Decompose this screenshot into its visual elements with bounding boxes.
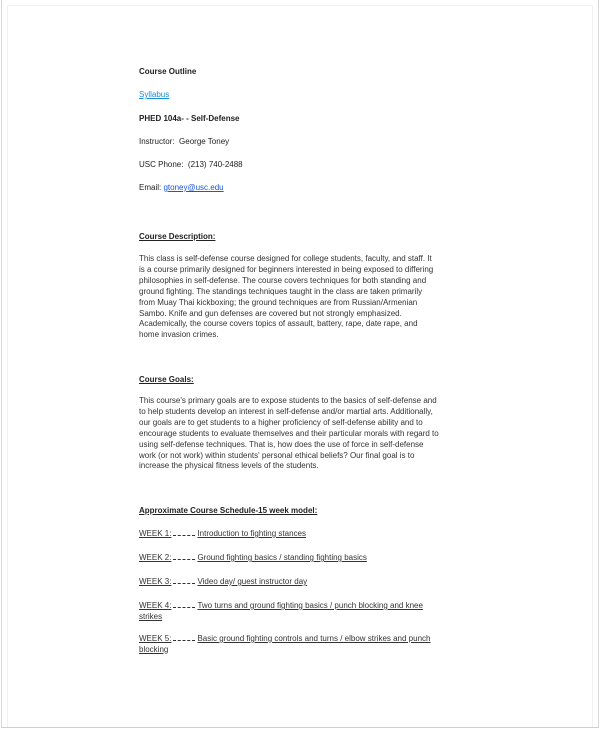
document-title: Course Outline xyxy=(139,67,197,76)
page-margin-right xyxy=(592,5,593,727)
week-topic: Two turns and ground fighting basics / punch blocking and knee xyxy=(197,601,423,610)
description-line: ground fighting. The standings techniques taught in the class are taken primarily xyxy=(139,286,423,296)
goals-line: This course's primary goals are to expose students to the basics of self-defense and xyxy=(139,396,437,405)
instructor-label: Instructor: xyxy=(139,137,175,146)
description-line: Academically, the course covers topics of assault, battery, rape, date rape, and xyxy=(139,319,418,329)
phone-label: USC Phone: xyxy=(139,160,184,169)
goals-line: our goals are to get students to a higher proficiency of self-defense ability and to xyxy=(139,417,423,427)
schedule-week-2 xyxy=(139,552,489,564)
goals-paragraph xyxy=(139,396,487,472)
week-label: WEEK 3: xyxy=(139,577,172,586)
page-margin-left xyxy=(7,5,8,727)
goals-line: to help students develop an interest in self-defense and/or martial arts. Additionally, xyxy=(139,406,433,416)
schedule-week-4 xyxy=(139,600,489,622)
schedule-week-3 xyxy=(139,576,489,588)
goals-line: work (or not work) within students' personal ethical beliefs? Our final goal is to xyxy=(139,450,415,460)
description-line: Sambo. Knife and gun defenses are covered but not strongly emphasized. xyxy=(139,308,402,318)
week-topic: Ground fighting basics / standing fighting basics xyxy=(197,553,367,562)
description-line: from Muay Thai kickboxing; the ground techniques are from Russian/Armenian xyxy=(139,297,418,307)
syllabus-link[interactable]: Syllabus xyxy=(139,90,170,99)
week-topic-continued: strikes xyxy=(139,611,163,621)
phone-line xyxy=(139,159,243,170)
description-line: is a course primarily designed for beginners interested in being exposed to differing xyxy=(139,264,434,274)
week-topic: Video day/ guest instructor day xyxy=(197,577,308,586)
description-line: philosophies in self-defense. The course covers techniques for both standing and xyxy=(139,275,427,285)
week-topic: Basic ground fighting controls and turns / elbow strikes and punch xyxy=(197,634,431,643)
email-link[interactable]: gtoney@usc.edu xyxy=(163,183,224,192)
page-margin-top xyxy=(7,5,593,6)
week-topic: Introduction to fighting stances xyxy=(197,529,306,538)
instructor-name: George Toney xyxy=(179,137,230,146)
week-label: WEEK 2: xyxy=(139,553,172,562)
week-label: WEEK 1: xyxy=(139,529,172,538)
phone-value: (213) 740-2488 xyxy=(187,160,243,169)
schedule-week-1 xyxy=(139,528,489,540)
instructor-line xyxy=(139,136,229,147)
week-label: WEEK 5: xyxy=(139,634,172,643)
schedule-heading: Approximate Course Schedule-15 week model: xyxy=(139,506,318,515)
description-line: home invasion crimes. xyxy=(139,330,219,340)
description-heading: Course Description: xyxy=(139,232,216,241)
email-label: Email: xyxy=(139,183,162,192)
description-line: This class is self-defense course designed for college students, faculty, and staff. It xyxy=(139,254,432,263)
description-paragraph xyxy=(139,254,487,341)
goals-line: encourage students to evaluate themselves and their particular morals with regard to xyxy=(139,428,439,438)
goals-heading: Course Goals: xyxy=(139,375,194,384)
course-code: PHED 104a- - Self-Defense xyxy=(139,114,240,123)
email-line xyxy=(139,182,224,193)
week-topic-continued: blocking xyxy=(139,644,169,654)
goals-line: increase the physical fitness levels of the students. xyxy=(139,461,319,471)
goals-line: using self-defense techniques. That is, how does the use of force in self-defense xyxy=(139,439,424,449)
week-label: WEEK 4: xyxy=(139,601,172,610)
schedule-week-5 xyxy=(139,633,489,655)
